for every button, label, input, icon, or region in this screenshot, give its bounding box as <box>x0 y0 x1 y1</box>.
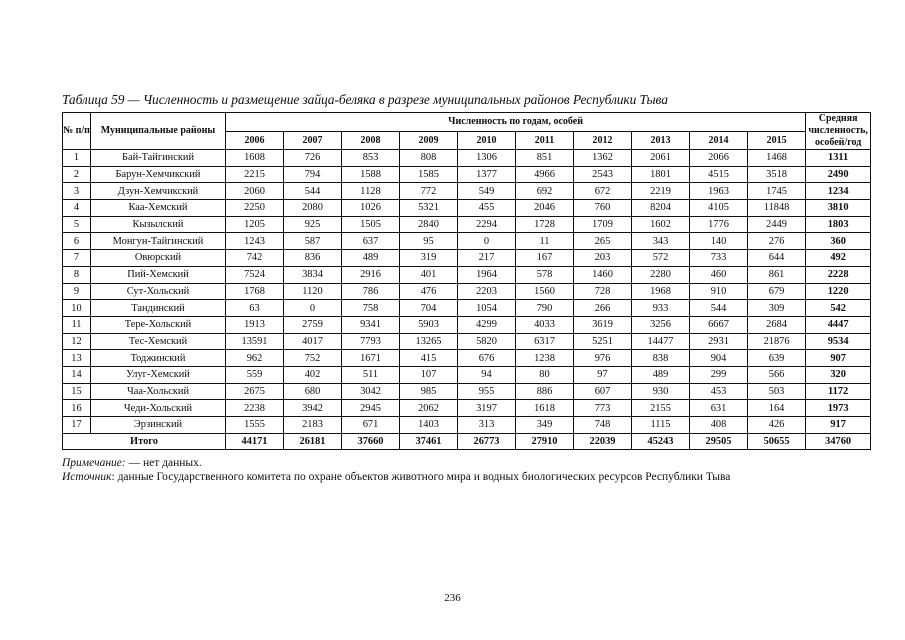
header-district: Муниципальные районы <box>91 113 226 150</box>
year-value: 13591 <box>226 333 284 350</box>
row-number: 11 <box>63 316 91 333</box>
hare-population-table <box>62 112 871 450</box>
district-name: Сут-Хольский <box>91 283 226 300</box>
year-value: 503 <box>748 383 806 400</box>
year-value: 460 <box>690 266 748 283</box>
year-value: 853 <box>342 150 400 167</box>
year-value: 2183 <box>284 417 342 434</box>
year-value: 6317 <box>516 333 574 350</box>
year-value: 925 <box>284 216 342 233</box>
year-value: 401 <box>400 266 458 283</box>
total-value: 44171 <box>226 433 284 450</box>
year-value: 63 <box>226 300 284 317</box>
total-value: 50655 <box>748 433 806 450</box>
year-value: 3042 <box>342 383 400 400</box>
year-value: 851 <box>516 150 574 167</box>
year-value: 343 <box>632 233 690 250</box>
year-value: 11 <box>516 233 574 250</box>
year-value: 2061 <box>632 150 690 167</box>
year-value: 21876 <box>748 333 806 350</box>
total-value: 26773 <box>458 433 516 450</box>
year-value: 2759 <box>284 316 342 333</box>
row-number: 13 <box>63 350 91 367</box>
row-number: 4 <box>63 200 91 217</box>
row-number: 15 <box>63 383 91 400</box>
year-value: 1728 <box>516 216 574 233</box>
year-value: 9341 <box>342 316 400 333</box>
average-value: 1172 <box>806 383 871 400</box>
note-text: — нет данных. <box>125 457 202 469</box>
header-year: 2013 <box>632 131 690 150</box>
district-name: Каа-Хемский <box>91 200 226 217</box>
average-value: 1311 <box>806 150 871 167</box>
year-value: 1505 <box>342 216 400 233</box>
year-value: 3518 <box>748 166 806 183</box>
year-value: 266 <box>574 300 632 317</box>
year-value: 1468 <box>748 150 806 167</box>
note-label: Примечание: <box>62 457 126 469</box>
year-value: 1205 <box>226 216 284 233</box>
year-value: 2060 <box>226 183 284 200</box>
row-number: 6 <box>63 233 91 250</box>
year-value: 2931 <box>690 333 748 350</box>
table-row <box>63 233 871 250</box>
district-name: Эрзинский <box>91 417 226 434</box>
year-value: 80 <box>516 366 574 383</box>
year-value: 2449 <box>748 216 806 233</box>
year-value: 1964 <box>458 266 516 283</box>
year-value: 140 <box>690 233 748 250</box>
table-row <box>63 183 871 200</box>
year-value: 408 <box>690 417 748 434</box>
table-row <box>63 283 871 300</box>
year-value: 167 <box>516 250 574 267</box>
row-number: 5 <box>63 216 91 233</box>
year-value: 319 <box>400 250 458 267</box>
year-value: 962 <box>226 350 284 367</box>
year-value: 7524 <box>226 266 284 283</box>
year-value: 786 <box>342 283 400 300</box>
total-value: 37461 <box>400 433 458 450</box>
year-value: 94 <box>458 366 516 383</box>
district-name: Бай-Тайгинский <box>91 150 226 167</box>
year-value: 671 <box>342 417 400 434</box>
district-name: Дзун-Хемчикский <box>91 183 226 200</box>
year-value: 1306 <box>458 150 516 167</box>
total-value: 27910 <box>516 433 574 450</box>
table-row <box>63 266 871 283</box>
year-value: 455 <box>458 200 516 217</box>
year-value: 4033 <box>516 316 574 333</box>
year-value: 794 <box>284 166 342 183</box>
year-value: 838 <box>632 350 690 367</box>
district-name: Пий-Хемский <box>91 266 226 283</box>
year-value: 511 <box>342 366 400 383</box>
year-value: 644 <box>748 250 806 267</box>
table-row <box>63 400 871 417</box>
year-value: 704 <box>400 300 458 317</box>
year-value: 2155 <box>632 400 690 417</box>
year-value: 930 <box>632 383 690 400</box>
year-value: 607 <box>574 383 632 400</box>
average-value: 492 <box>806 250 871 267</box>
year-value: 559 <box>226 366 284 383</box>
year-value: 3834 <box>284 266 342 283</box>
table-row <box>63 216 871 233</box>
year-value: 2675 <box>226 383 284 400</box>
year-value: 1026 <box>342 200 400 217</box>
year-value: 2219 <box>632 183 690 200</box>
year-value: 299 <box>690 366 748 383</box>
header-year: 2012 <box>574 131 632 150</box>
year-value: 2280 <box>632 266 690 283</box>
year-value: 2238 <box>226 400 284 417</box>
average-value: 1234 <box>806 183 871 200</box>
year-value: 276 <box>748 233 806 250</box>
year-value: 1618 <box>516 400 574 417</box>
header-year: 2010 <box>458 131 516 150</box>
table-row <box>63 250 871 267</box>
district-name: Тес-Хемский <box>91 333 226 350</box>
year-value: 676 <box>458 350 516 367</box>
year-value: 808 <box>400 150 458 167</box>
district-name: Овюрский <box>91 250 226 267</box>
source-label: Источник <box>62 471 112 483</box>
year-value: 572 <box>632 250 690 267</box>
year-value: 313 <box>458 417 516 434</box>
average-value: 542 <box>806 300 871 317</box>
year-value: 11848 <box>748 200 806 217</box>
year-value: 549 <box>458 183 516 200</box>
year-value: 1555 <box>226 417 284 434</box>
table-source <box>62 471 730 483</box>
year-value: 1243 <box>226 233 284 250</box>
year-value: 904 <box>690 350 748 367</box>
year-value: 203 <box>574 250 632 267</box>
year-value: 1560 <box>516 283 574 300</box>
year-value: 733 <box>690 250 748 267</box>
header-year: 2011 <box>516 131 574 150</box>
year-value: 1745 <box>748 183 806 200</box>
year-value: 1238 <box>516 350 574 367</box>
header-year: 2014 <box>690 131 748 150</box>
year-value: 402 <box>284 366 342 383</box>
year-value: 1585 <box>400 166 458 183</box>
average-value: 3810 <box>806 200 871 217</box>
row-number: 3 <box>63 183 91 200</box>
year-value: 2203 <box>458 283 516 300</box>
year-value: 2840 <box>400 216 458 233</box>
average-value: 320 <box>806 366 871 383</box>
year-value: 5251 <box>574 333 632 350</box>
table-row <box>63 366 871 383</box>
total-value: 37660 <box>342 433 400 450</box>
row-number: 12 <box>63 333 91 350</box>
district-name: Тандинский <box>91 300 226 317</box>
year-value: 3197 <box>458 400 516 417</box>
year-value: 489 <box>342 250 400 267</box>
year-value: 578 <box>516 266 574 283</box>
year-value: 1768 <box>226 283 284 300</box>
year-value: 3256 <box>632 316 690 333</box>
table-body <box>63 150 871 450</box>
district-name: Чаа-Хольский <box>91 383 226 400</box>
year-value: 639 <box>748 350 806 367</box>
year-value: 637 <box>342 233 400 250</box>
year-value: 2945 <box>342 400 400 417</box>
year-value: 2215 <box>226 166 284 183</box>
year-value: 672 <box>574 183 632 200</box>
year-value: 773 <box>574 400 632 417</box>
year-value: 836 <box>284 250 342 267</box>
header-years-group: Численность по годам, особей <box>226 113 806 132</box>
year-value: 742 <box>226 250 284 267</box>
average-value: 2228 <box>806 266 871 283</box>
year-value: 760 <box>574 200 632 217</box>
year-value: 631 <box>690 400 748 417</box>
average-value: 9534 <box>806 333 871 350</box>
year-value: 2543 <box>574 166 632 183</box>
year-value: 566 <box>748 366 806 383</box>
district-name: Улуг-Хемский <box>91 366 226 383</box>
total-value: 29505 <box>690 433 748 450</box>
year-value: 4105 <box>690 200 748 217</box>
year-value: 1115 <box>632 417 690 434</box>
year-value: 861 <box>748 266 806 283</box>
average-value: 1973 <box>806 400 871 417</box>
row-number: 17 <box>63 417 91 434</box>
year-value: 8204 <box>632 200 690 217</box>
district-name: Чеди-Хольский <box>91 400 226 417</box>
table-row <box>63 417 871 434</box>
year-value: 1120 <box>284 283 342 300</box>
year-value: 1709 <box>574 216 632 233</box>
row-number: 9 <box>63 283 91 300</box>
year-value: 692 <box>516 183 574 200</box>
year-value: 758 <box>342 300 400 317</box>
table-row <box>63 316 871 333</box>
year-value: 1602 <box>632 216 690 233</box>
year-value: 13265 <box>400 333 458 350</box>
year-value: 1403 <box>400 417 458 434</box>
district-name: Тоджинский <box>91 350 226 367</box>
year-value: 5321 <box>400 200 458 217</box>
year-value: 4966 <box>516 166 574 183</box>
year-value: 2080 <box>284 200 342 217</box>
year-value: 4515 <box>690 166 748 183</box>
source-text: : данные Государственного комитета по охране объектов животного мира и водных биологических ресурсов Республики Тыва <box>111 471 731 483</box>
header-row <box>63 113 871 132</box>
year-value: 680 <box>284 383 342 400</box>
total-average: 34760 <box>806 433 871 450</box>
year-value: 2250 <box>226 200 284 217</box>
year-value: 415 <box>400 350 458 367</box>
year-value: 955 <box>458 383 516 400</box>
total-row <box>63 433 871 450</box>
row-number: 7 <box>63 250 91 267</box>
year-value: 544 <box>284 183 342 200</box>
year-value: 728 <box>574 283 632 300</box>
average-value: 2490 <box>806 166 871 183</box>
average-value: 4447 <box>806 316 871 333</box>
year-value: 772 <box>400 183 458 200</box>
year-value: 5903 <box>400 316 458 333</box>
year-value: 95 <box>400 233 458 250</box>
district-name: Барун-Хемчикский <box>91 166 226 183</box>
year-value: 1377 <box>458 166 516 183</box>
year-value: 748 <box>574 417 632 434</box>
table-row <box>63 350 871 367</box>
year-value: 107 <box>400 366 458 383</box>
table-row <box>63 300 871 317</box>
year-value: 679 <box>748 283 806 300</box>
average-value: 360 <box>806 233 871 250</box>
total-value: 45243 <box>632 433 690 450</box>
average-value: 907 <box>806 350 871 367</box>
year-value: 265 <box>574 233 632 250</box>
row-number: 16 <box>63 400 91 417</box>
year-value: 1362 <box>574 150 632 167</box>
average-value: 917 <box>806 417 871 434</box>
total-value: 26181 <box>284 433 342 450</box>
year-value: 1913 <box>226 316 284 333</box>
year-value: 3619 <box>574 316 632 333</box>
row-number: 1 <box>63 150 91 167</box>
year-value: 790 <box>516 300 574 317</box>
table-note <box>62 457 202 469</box>
year-value: 1671 <box>342 350 400 367</box>
year-value: 933 <box>632 300 690 317</box>
year-value: 0 <box>458 233 516 250</box>
year-value: 2916 <box>342 266 400 283</box>
year-value: 752 <box>284 350 342 367</box>
year-value: 910 <box>690 283 748 300</box>
year-value: 976 <box>574 350 632 367</box>
district-name: Монгун-Тайгинский <box>91 233 226 250</box>
header-year: 2006 <box>226 131 284 150</box>
year-value: 349 <box>516 417 574 434</box>
row-number: 14 <box>63 366 91 383</box>
year-value: 164 <box>748 400 806 417</box>
year-value: 2684 <box>748 316 806 333</box>
row-number: 2 <box>63 166 91 183</box>
year-value: 886 <box>516 383 574 400</box>
year-value: 985 <box>400 383 458 400</box>
year-value: 1460 <box>574 266 632 283</box>
year-value: 1054 <box>458 300 516 317</box>
district-name: Тере-Хольский <box>91 316 226 333</box>
total-label: Итого <box>63 433 226 450</box>
table-row <box>63 200 871 217</box>
year-value: 489 <box>632 366 690 383</box>
table-row <box>63 383 871 400</box>
year-value: 726 <box>284 150 342 167</box>
year-value: 0 <box>284 300 342 317</box>
table-caption: Таблица 59 — Численность и размещение зайца-беляка в разрезе муниципальных районов Республики Тыва <box>62 92 668 107</box>
table-row <box>63 166 871 183</box>
year-value: 217 <box>458 250 516 267</box>
year-value: 14477 <box>632 333 690 350</box>
total-value: 22039 <box>574 433 632 450</box>
year-value: 7793 <box>342 333 400 350</box>
year-value: 1776 <box>690 216 748 233</box>
average-value: 1220 <box>806 283 871 300</box>
header-number: № п/п <box>63 113 91 150</box>
row-number: 10 <box>63 300 91 317</box>
year-value: 309 <box>748 300 806 317</box>
year-value: 1801 <box>632 166 690 183</box>
header-year: 2008 <box>342 131 400 150</box>
year-value: 2062 <box>400 400 458 417</box>
header-year: 2015 <box>748 131 806 150</box>
table-row <box>63 150 871 167</box>
year-value: 453 <box>690 383 748 400</box>
year-value: 3942 <box>284 400 342 417</box>
year-value: 476 <box>400 283 458 300</box>
year-value: 1968 <box>632 283 690 300</box>
district-name: Кызылский <box>91 216 226 233</box>
page-number: 236 <box>444 592 461 604</box>
year-value: 1608 <box>226 150 284 167</box>
table-row <box>63 333 871 350</box>
year-value: 4017 <box>284 333 342 350</box>
year-value: 1963 <box>690 183 748 200</box>
header-average: Средняя численность, особей/год <box>806 113 871 150</box>
year-value: 544 <box>690 300 748 317</box>
year-value: 2046 <box>516 200 574 217</box>
header-year: 2009 <box>400 131 458 150</box>
year-value: 1588 <box>342 166 400 183</box>
row-number: 8 <box>63 266 91 283</box>
year-value: 5820 <box>458 333 516 350</box>
year-value: 1128 <box>342 183 400 200</box>
year-value: 6667 <box>690 316 748 333</box>
year-value: 4299 <box>458 316 516 333</box>
year-value: 2066 <box>690 150 748 167</box>
average-value: 1803 <box>806 216 871 233</box>
year-value: 2294 <box>458 216 516 233</box>
header-year: 2007 <box>284 131 342 150</box>
year-value: 426 <box>748 417 806 434</box>
year-value: 587 <box>284 233 342 250</box>
year-value: 97 <box>574 366 632 383</box>
